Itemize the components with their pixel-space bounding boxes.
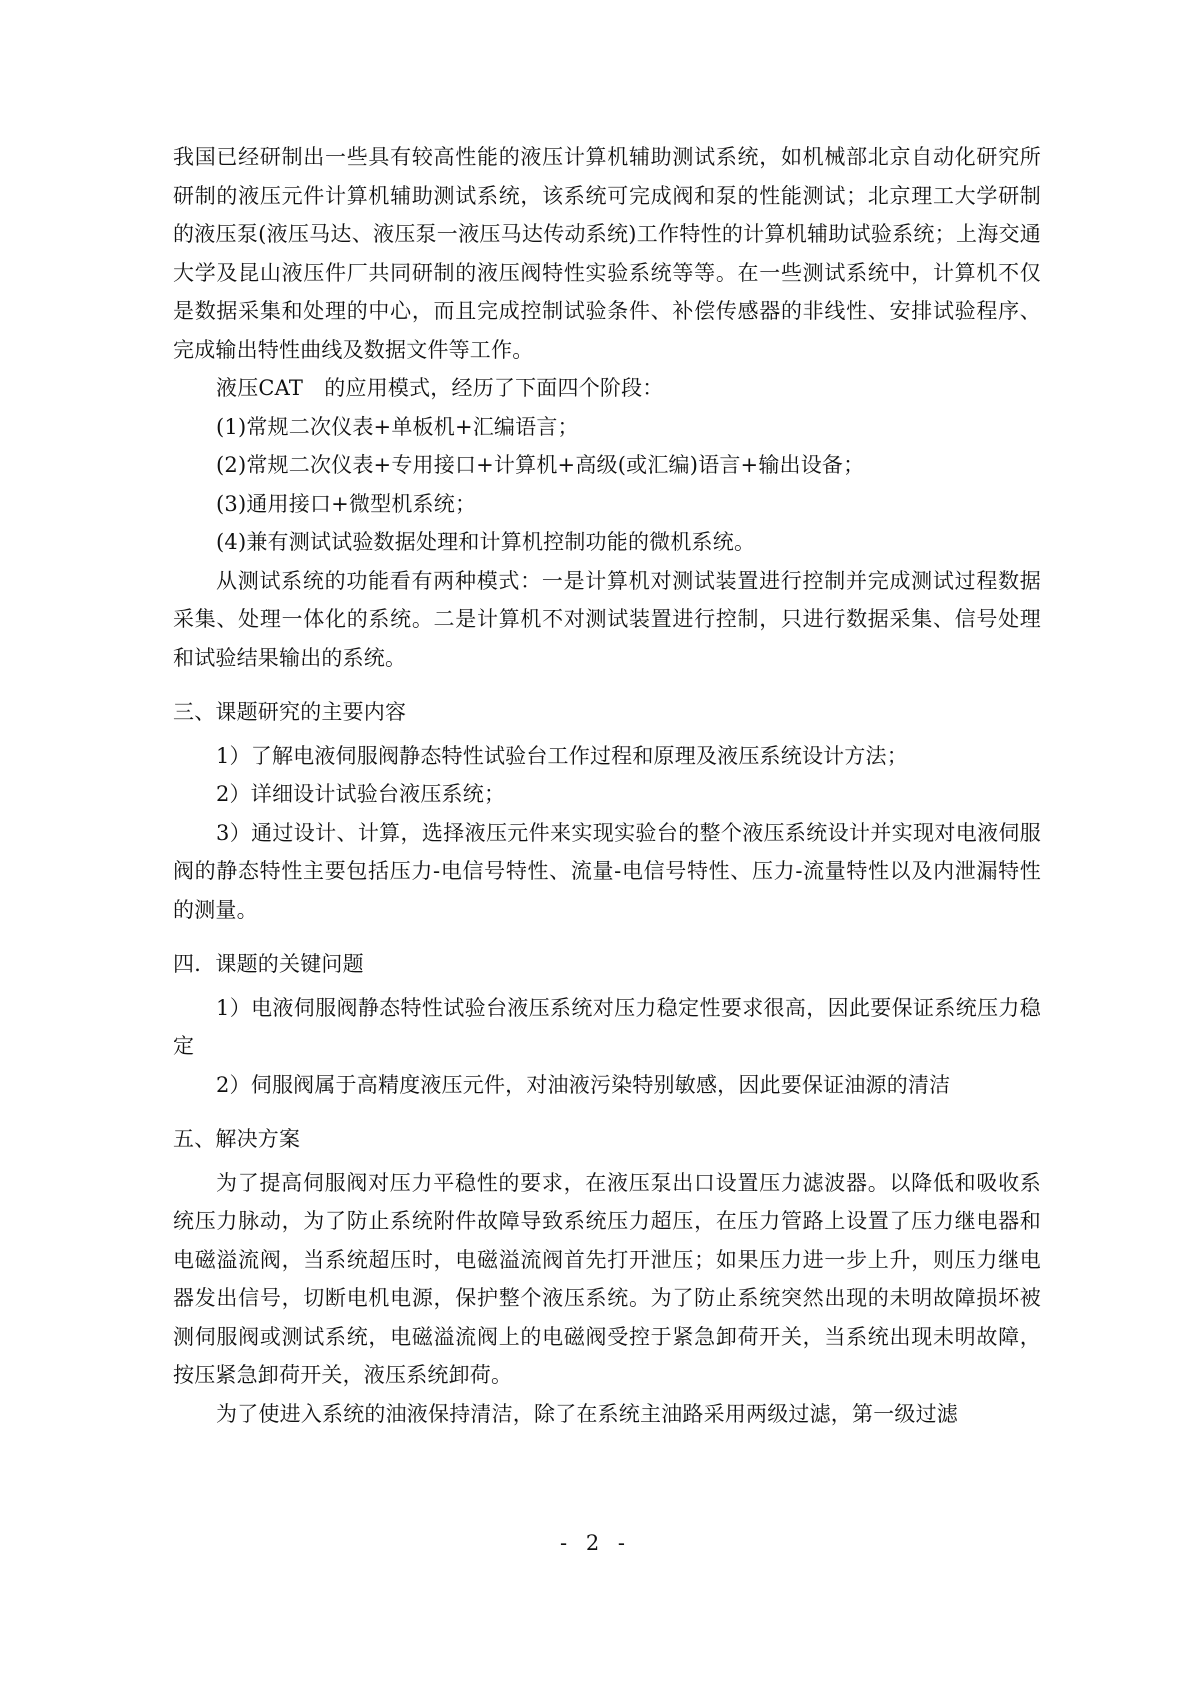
- stage-item-4: (4)兼有测试试验数据处理和计算机控制功能的微机系统。: [216, 530, 756, 554]
- section-3-item-2: 2）详细设计试验台液压系统；: [216, 782, 506, 806]
- page-number: - 2 -: [560, 1531, 631, 1555]
- section-5-paragraph-1: 为了提高伺服阀对压力平稳性的要求，在液压泵出口设置压力滤波器。以降低和吸收系统压力脉动，为了防止系统附件故障导致系统压力超压，在压力管路上设置了压力继电器和电磁溢流阀，当系统超压时，电磁溢流阀首先打开泄压；如果压力进一步上升，则压力继电器发出信号，切断电机电源，保护整个液压系统。为了防止系统突然出现的未明故障损坏被测伺服阀或测试系统，电磁溢流阀上的电磁阀受控于紧急卸荷开关，当系统出现未明故障，按压紧急卸荷开关，液压系统卸荷。: [173, 1170, 1041, 1387]
- stage-item-2: (2)常规二次仪表+专用接口+计算机+高级(或汇编)语言+输出设备；: [216, 453, 865, 477]
- stage-item-1: (1)常规二次仪表+单板机+汇编语言；: [216, 414, 579, 439]
- intro-paragraph-cat-modes: 液压CAT 的应用模式，经历了下面四个阶段：: [216, 376, 664, 400]
- intro-paragraph-cat-systems: 我国已经研制出一些具有较高性能的液压计算机辅助测试系统，如机械部北京自动化研究所研制的液压元件计算机辅助测试系统，该系统可完成阀和泵的性能测试；北京理工大学研制的液压泵(液压马达、液压泵一液压马达传动系统)工作特性的计算机辅助试验系统；上海交通大学及昆山液压件厂共同研制的液压阀特性实验系统等等。在一些测试系统中，计算机不仅是数据采集和处理的中心，而且完成控制试验条件、补偿传感器的非线性、安排试验程序、完成输出特性曲线及数据文件等工作。: [173, 145, 1041, 362]
- section-4-item-1: 1）电液伺服阀静态特性试验台液压系统对压力稳定性要求很高，因此要保证系统压力稳定: [173, 995, 1041, 1058]
- section-4-item-2: 2）伺服阀属于高精度液压元件，对油液污染特别敏感，因此要保证油源的清洁: [216, 1072, 951, 1097]
- section-4-heading: 四．课题的关键问题: [173, 952, 364, 976]
- intro-paragraph-function-modes: 从测试系统的功能看有两种模式：一是计算机对测试装置进行控制并完成测试过程数据采集、处理一体化的系统。二是计算机不对测试装置进行控制，只进行数据采集、信号处理和试验结果输出的系统。: [173, 568, 1041, 670]
- section-5-paragraph-2: 为了使进入系统的油液保持清洁，除了在系统主油路采用两级过滤，第一级过滤: [216, 1401, 958, 1426]
- section-3-item-3: 3）通过设计、计算，选择液压元件来实现实验台的整个液压系统设计并实现对电液伺服阀的静态特性主要包括压力-电信号特性、流量-电信号特性、压力-流量特性以及内泄漏特性的测量。: [173, 820, 1041, 922]
- section-3-item-1: 1）了解电液伺服阀静态特性试验台工作过程和原理及液压系统设计方法；: [216, 743, 908, 768]
- section-5-heading: 五、解决方案: [173, 1127, 301, 1151]
- stage-item-3: (3)通用接口+微型机系统；: [216, 491, 477, 516]
- section-3-heading: 三、课题研究的主要内容: [173, 700, 407, 724]
